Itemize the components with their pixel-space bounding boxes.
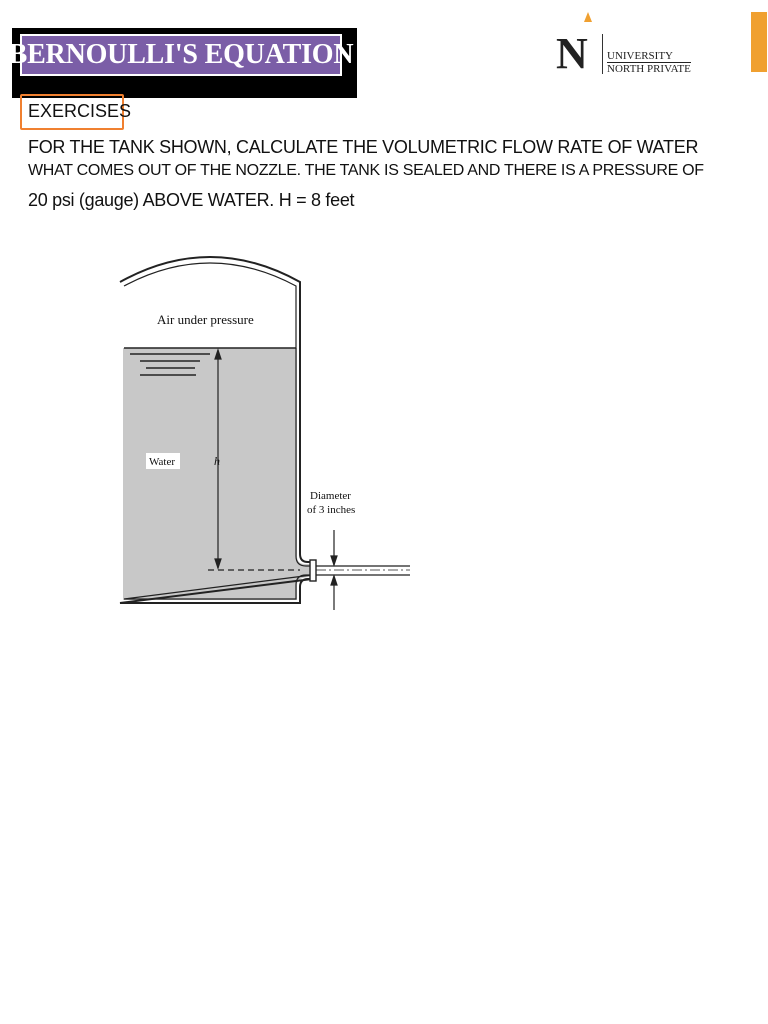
air-label: Air under pressure: [157, 312, 254, 327]
accent-bar: [751, 12, 767, 72]
logo-line-1: UNIVERSITY: [607, 51, 691, 63]
diameter-label-1: Diameter: [310, 490, 351, 502]
page-title: BERNOULLI'S EQUATION: [8, 39, 354, 70]
height-label: h: [214, 454, 220, 468]
water-label: Water: [149, 456, 175, 468]
title-banner: [8, 28, 357, 98]
title-frame: [8, 34, 354, 76]
logo-divider: [602, 34, 603, 74]
problem-line-1: FOR THE TANK SHOWN, CALCULATE THE VOLUMETRIC FLOW RATE OF WATER: [28, 137, 699, 157]
problem-line-3: 20 psi (gauge) ABOVE WATER. H = 8 feet: [28, 190, 355, 210]
nozzle: [310, 560, 410, 581]
diameter-label-2: of 3 inches: [307, 504, 356, 516]
university-logo: [550, 8, 750, 78]
logo-wordmark: [607, 51, 691, 74]
logo-line-2: NORTH PRIVATE: [607, 63, 691, 75]
section-label: EXERCISES: [28, 101, 132, 121]
tank-diagram: [100, 240, 430, 620]
problem-line-2: WHAT COMES OUT OF THE NOZZLE. THE TANK IS SEALED AND THERE IS A PRESSURE OF: [28, 162, 704, 179]
logo-n-icon: [550, 8, 600, 78]
logo-letter: N: [556, 29, 588, 78]
